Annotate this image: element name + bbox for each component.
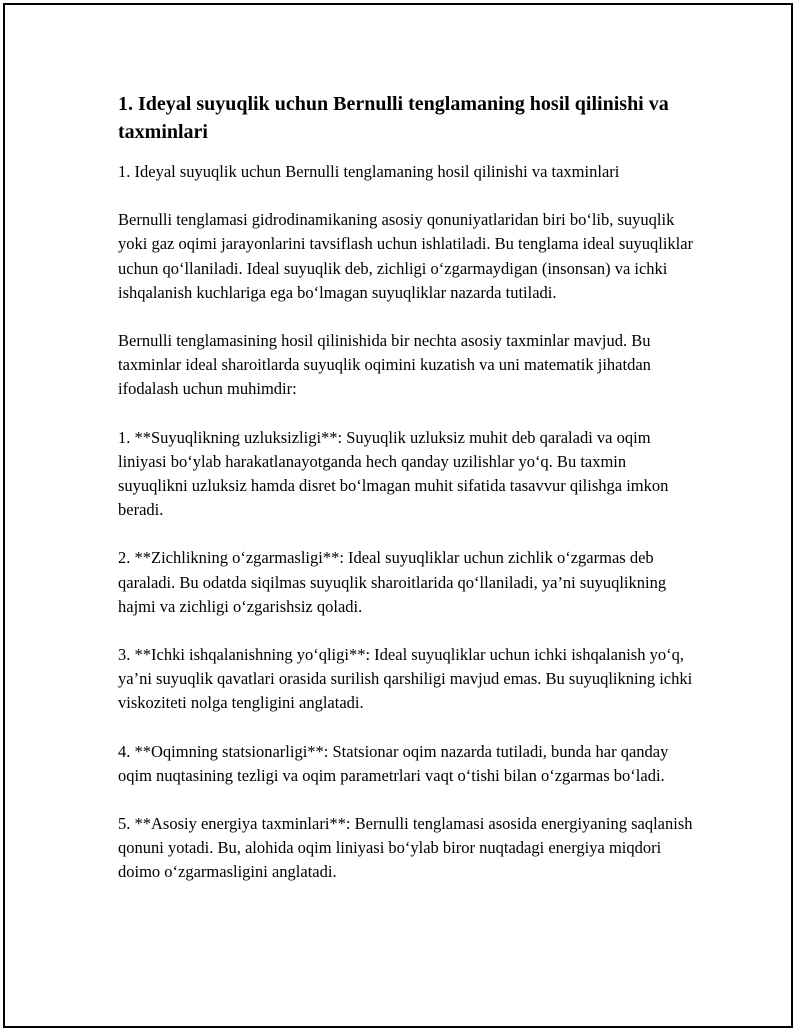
paragraph-intro: Bernulli tenglamasi gidrodinamikaning asosiy qonuniyatlaridan biri bo‘lib, suyuqlik yoki gaz oqimi jarayonlarini tavsiflash uchun ishlatiladi. Bu tenglama ideal suyuqliklar uchun qo‘llaniladi. Ideal suyuqlik deb, zichligi o‘zgarmaydigan (insonsan) va ichki ishqalanish kuchlariga ega bo‘lmagan suyuqliklar nazarda tutiladi. bbox=[118, 210, 694, 302]
document-title: 1. Ideyal suyuqlik uchun Bernulli tenglamaning hosil qilinishi va taxminlari bbox=[118, 93, 669, 143]
list-item-stationarity: 4. **Oqimning statsionarligi**: Statsionar oqim nazarda tutiladi, bunda har qanday oqim nuqtasining tezligi va oqim parametrlari vaqt o‘tishi bilan o‘zgarmas bo‘ladi. bbox=[118, 741, 669, 785]
list-item-friction: 3. **Ichki ishqalanishning yo‘qligi**: Ideal suyuqliklar uchun ichki ishqalanish yo‘q, ya’ni suyuqlik qavatlari orasida surilish qarshiligi mavjud emas. Bu suyuqlikning ichki viskoziteti nolga tengligini anglatadi. bbox=[118, 645, 693, 713]
paragraph-heading-repeat: 1. Ideyal suyuqlik uchun Bernulli tenglamaning hosil qilinishi va taxminlari bbox=[118, 162, 620, 181]
document-body bbox=[118, 90, 698, 885]
list-item-continuity: 1. **Suyuqlikning uzluksizligi**: Suyuqlik uzluksiz muhit deb qaraladi va oqim liniyasi bo‘ylab harakatlanayotganda hech qanday uzilishlar yo‘q. Bu taxmin suyuqlikni uzluksiz hamda disret bo‘lmagan muhit sifatida tasavvur qilishga imkon beradi. bbox=[118, 427, 669, 520]
paragraph-assumptions-intro: Bernulli tenglamasining hosil qilinishida bir nechta asosiy taxminlar mavjud. Bu taxminlar ideal sharoitlarda suyuqlik oqimini kuzatish va uni matematik jihatdan ifodalash uchun muhimdir: bbox=[118, 331, 651, 399]
list-item-energy: 5. **Asosiy energiya taxminlari**: Bernulli tenglamasi asosida energiyaning saqlanish qonuni yotadi. Bu, alohida oqim liniyasi bo‘ylab biror nuqtadagi energiya miqdori doimo o‘zgarmasligini anglatadi. bbox=[118, 814, 693, 882]
list-item-density: 2. **Zichlikning o‘zgarmasligi**: Ideal suyuqliklar uchun zichlik o‘zgarmas deb qaraladi. Bu odatda siqilmas suyuqlik sharoitlarida qo‘llaniladi, ya’ni suyuqlikning hajmi va zichligi o‘zgarishsiz qoladi. bbox=[118, 548, 667, 616]
